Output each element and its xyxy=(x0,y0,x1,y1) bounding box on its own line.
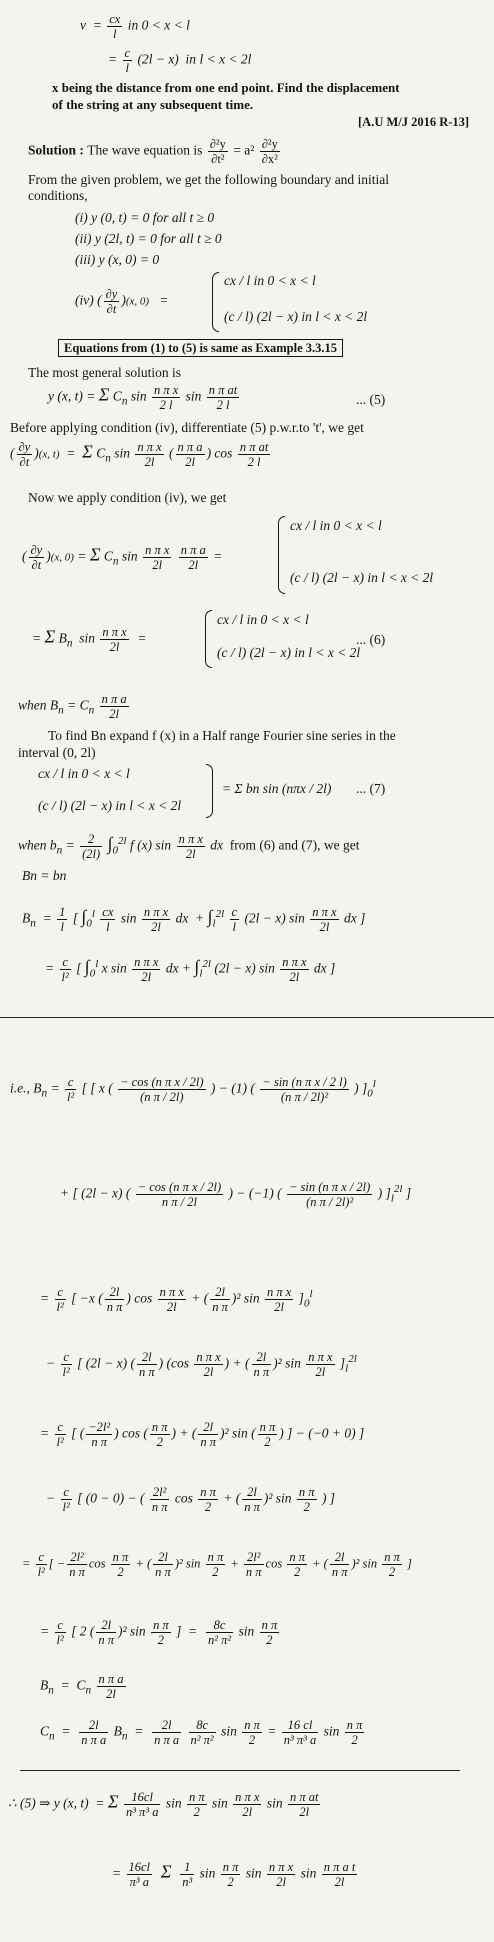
general-solution-label: The most general solution is xyxy=(28,365,181,380)
problem-line-1: x being the distance from one end point. Find the displacement xyxy=(52,80,400,95)
bn-case-a: cx / l in 0 < x < l xyxy=(217,612,309,627)
section-divider xyxy=(0,1017,494,1018)
problem-line-2: of the string at any subsequent time. xyxy=(52,97,254,112)
bn-equals-bn: Bn = bn xyxy=(22,868,67,883)
to-find-line-1: To find Bn expand f (x) in a Half range Fourier sine series in the xyxy=(48,728,396,743)
boxed-note: Equations from (1) to (5) is same as Example 3.3.15 xyxy=(58,340,343,356)
ie-line: i.e., $B_n$ = $\frac{c}{\text{l²}}$ [ [ x ( $\frac{\text{− cos (n π x / 2l)}}{\text{(n π / 2l)}}$ ) − (1) ( $\frac{\text{− sin (n π x / 2 l)}}{\text{(n π / 2l)²}}$ ) ]$_0^l$ xyxy=(10,1075,376,1104)
step-10: = $\frac{16cl}{\text{π³ a}}$ Σ $\frac{1}{\text{n³}}$ sin $\frac{\text{n π}}{2}$ sin $\frac{\text{n π x}}{2l}$ sin $\frac{\text{n π a t}}{2l}$ xyxy=(112,1860,356,1889)
given-line-2: conditions, xyxy=(28,188,88,203)
condition-1: (i) y (0, t) = 0 for all t ≥ 0 xyxy=(75,210,215,225)
plus-line: + [ (2l − x) ( $\frac{\text{− cos (n π x / 2l)}}{\text{n π / 2l}}$ ) − (−1) ( $\frac{\text{− sin (n π x / 2l)}}{\text{(n π / 2l)²}}$ ) ]$_l^{2l}$ ] xyxy=(60,1180,412,1209)
f-case-b: (c / l) (2l − x) in l < x < 2l xyxy=(38,798,182,813)
condition-4-lhs: (iv) ( $\frac{\partial y}{\partial t}$ )(x, 0) = xyxy=(75,287,169,316)
eq6-tag: ... (6) xyxy=(356,632,386,647)
result-divider xyxy=(20,1770,460,1771)
given-line-1: From the given problem, we get the following boundary and initial xyxy=(28,172,390,187)
apply-case-a: cx / l in 0 < x < l xyxy=(290,518,382,533)
condition-4-brace xyxy=(212,272,219,332)
step-1: = $\frac{c}{\text{l²}}$ [ −x ( $\frac{2l}{\text{n π}}$ ) cos $\frac{\text{n π x}}{2l}$ + ( $\frac{2l}{\text{n π}}$ )² sin $\frac{\text{n π x}}{2l}$ ]$_0^l$ xyxy=(40,1285,313,1314)
step-6: = $\frac{c}{\text{l²}}$ [ 2 ( $\frac{2l}{\text{n π}}$ )² sin $\frac{\text{n π}}{2}$ ] = $\frac{8c}{\text{n² π²}}$ sin $\frac{\text{n π}}{2}$ xyxy=(40,1618,278,1647)
apply-case-b: (c / l) (2l − x) in l < x < 2l xyxy=(290,570,434,585)
condition-2: (ii) y (2l, t) = 0 for all t ≥ 0 xyxy=(75,231,222,246)
eq5-tag: ... (5) xyxy=(356,392,386,407)
before-line: Before applying condition (iv), differentiate (5) p.w.r.to 't', we get xyxy=(10,420,364,435)
step-8: $C_n$ = $\frac{2l}{\text{n π a}}$ $B_n$ = $\frac{2l}{\text{n π a}}$ $\frac{8c}{\text{n² π²}}$ sin $\frac{\text{n π}}{2}$ = $\frac{16 cl}{\text{n³ π³ a}}$ sin $\frac{\text{n π}}{2}$ xyxy=(40,1718,363,1747)
step-4: − $\frac{c}{\text{l²}}$ [ (0 − 0) − ( $\frac{\text{2l²}}{\text{n π}}$ cos $\frac{\text{n π}}{2}$ + ( $\frac{2l}{\text{n π}}$ )² sin $\frac{\text{n π}}{2}$ ) ] xyxy=(46,1485,336,1514)
step-7: $B_n = C_n$ $\frac{\text{n π a}}{2l}$ xyxy=(40,1672,124,1701)
f-rhs: = Σ bn sin (nπx / 2l) xyxy=(222,781,332,796)
velocity-line-1: v = $\frac{cx}{l}$ in 0 < x < l xyxy=(80,12,190,41)
general-solution-eq: y (x, t) = Σ $C_n$ sin $\frac{\text{n π x}}{2 l}$ sin $\frac{\text{n π at}}{2 l}$ xyxy=(48,383,238,412)
f-brace xyxy=(206,764,213,818)
bn-series-eq: = Σ $B_n$ sin $\frac{\text{n π x}}{2l}$ = xyxy=(32,625,147,654)
step-2: − $\frac{c}{\text{l²}}$ [ (2l − x) ( $\frac{2l}{\text{n π}}$ ) (cos $\frac{\text{n π x}}{2l}$ ) + ( $\frac{2l}{\text{n π}}$ )² sin $\frac{\text{n π x}}{2l}$ ]$_l^{2l}$ xyxy=(46,1350,357,1379)
bn-case-b: (c / l) (2l − x) in l < x < 2l xyxy=(217,645,361,660)
velocity-line-2: = $\frac{c}{l}$ (2l − x) in l < x < 2l xyxy=(108,46,252,75)
apply-brace xyxy=(278,516,285,594)
bn-integral-1: $B_n$ = $\frac{1}{l}$ [ $\int_0^l$ $\frac{cx}{l}$ sin $\frac{\text{n π x}}{2l}$ dx + $\int_l^{2l}$ $\frac{c}{l}$ (2l − x) sin $\frac{\text{n π x}}{2l}$ dx ] xyxy=(22,905,366,934)
condition-3: (iii) y (x, 0) = 0 xyxy=(75,252,160,267)
condition-4-case-a: cx / l in 0 < x < l xyxy=(224,273,316,288)
step-5: = $\frac{c}{\text{l²}}$ [ − $\frac{\text{2l²}}{\text{n π}}$ cos $\frac{\text{n π}}{2}$ + ( $\frac{2l}{\text{n π}}$ )² sin $\frac{\text{n π}}{2}$ + $\frac{\text{2l²}}{\text{n π}}$ cos $\frac{\text{n π}}{2}$ + ( $\frac{2l}{\text{n π}}$ )² sin $\frac{\text{n π}}{2}$ ] xyxy=(22,1550,412,1579)
bn-integral-2: = $\frac{c}{\text{l²}}$ [ $\int_0^l$ x sin $\frac{\text{n π x}}{2l}$ dx + $\int_l^{2l}$ (2l − x) sin $\frac{\text{n π x}}{2l}$ dx ] xyxy=(45,955,336,984)
step-3: = $\frac{c}{\text{l²}}$ [ ( $\frac{\text{−2l²}}{\text{n π}}$ ) cos ( $\frac{\text{n π}}{2}$ ) + ( $\frac{2l}{\text{n π}}$ )² sin ( $\frac{\text{n π}}{2}$ ) ] − (−0 + 0) ] xyxy=(40,1420,365,1449)
when-bn-cn: when $B_n = C_n$ $\frac{\text{n π a}}{2l}$ xyxy=(18,692,127,721)
step-9: ∴ (5) ⇒ y (x, t) = Σ $\frac{16cl}{\text{n³ π³ a}}$ sin $\frac{\text{n π}}{2}$ sin $\frac{\text{n π x}}{2l}$ sin $\frac{\text{n π at}}{2l}$ xyxy=(8,1790,319,1819)
eq7-tag: ... (7) xyxy=(356,781,386,796)
when-bn-integral: when $b_n$ = $\frac{2}{(2l)}$ $\int_0^{2l}$ f (x) sin $\frac{\text{n π x}}{2l}$ dx from (6) and (7), we get xyxy=(18,832,360,861)
citation: [A.U M/J 2016 R-13] xyxy=(358,115,470,129)
now-apply-line: Now we apply condition (iv), we get xyxy=(28,490,227,505)
f-case-a: cx / l in 0 < x < l xyxy=(38,766,130,781)
solution-intro: Solution : The wave equation is $\frac{\text{∂²y}}{\text{∂t²}}$ = a² $\frac{\text{∂²y}}{\text{∂x²}}$ xyxy=(28,137,278,166)
derivative-eq: ( $\frac{\partial y}{\partial t}$ )(x, t) = Σ $C_n$ sin $\frac{\text{n π x}}{2l}$ ( $\frac{\text{n π a}}{2l}$ ) cos $\frac{\text{n π at}}{2 l}$ xyxy=(10,440,269,469)
apply-eq: ( $\frac{\partial y}{\partial t}$ )(x, 0) = Σ $C_n$ sin $\frac{\text{n π x}}{2l}$ $\frac{\text{n π a}}{2l}$ = xyxy=(22,543,223,572)
bn-brace xyxy=(205,610,212,668)
to-find-line-2: interval (0, 2l) xyxy=(18,745,96,760)
condition-4-case-b: (c / l) (2l − x) in l < x < 2l xyxy=(224,309,368,324)
